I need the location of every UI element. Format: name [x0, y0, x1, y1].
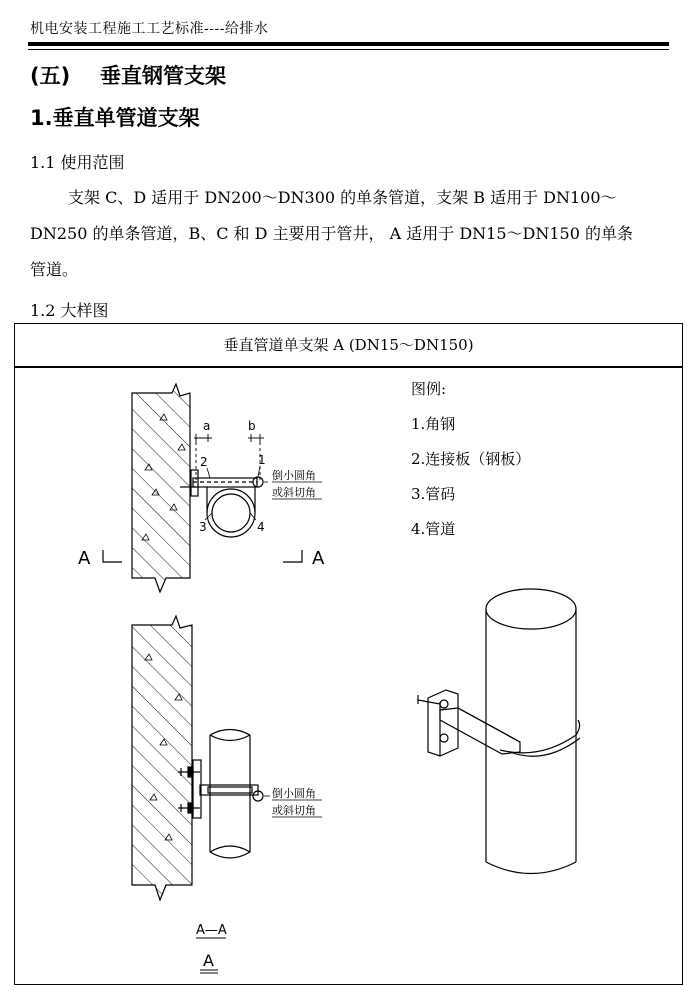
dim-b-label: b — [248, 419, 256, 433]
elevation-pipe — [208, 730, 252, 859]
section-title: 垂直钢管支架 — [100, 64, 226, 88]
elevation-note-line2: 或斜切角 — [272, 804, 316, 817]
plan-view — [78, 384, 325, 592]
subsection-1-1-title: 1.1 使用范围 — [30, 153, 125, 172]
figure-title: 垂直管道单支架 A (DN15～DN150) — [223, 336, 474, 354]
section-number: (五) — [30, 64, 71, 88]
section-mark-right: A — [312, 548, 325, 569]
callout-4: 4 — [257, 520, 265, 534]
elevation-wall — [132, 616, 192, 900]
legend-item-pipe-clamp: 3.管码 — [411, 485, 456, 503]
plan-wall — [132, 384, 190, 592]
section-label-aa: A—A — [196, 923, 227, 938]
legend-item-angle-steel: 1.角钢 — [411, 415, 456, 433]
plan-angle-steel — [180, 470, 263, 496]
section-mark-left: A — [78, 548, 91, 569]
legend-title: 图例: — [411, 380, 447, 398]
elevation-note-line1: 倒小圆角 — [272, 787, 316, 800]
isometric-view — [418, 589, 580, 874]
elevation-view — [132, 616, 322, 973]
callout-3: 3 — [199, 520, 207, 534]
document-header-title: 机电安装工程施工工艺标准----给排水 — [30, 21, 269, 37]
heading-1: 1.垂直单管道支架 — [30, 106, 200, 130]
dim-a-label: a — [203, 419, 211, 433]
legend-item-connecting-plate: 2.连接板（钢板） — [411, 450, 531, 468]
paragraph-line: DN250 的单条管道，B、C 和 D 主要用于管井， A 适用于 DN15～DN150 的单条 — [30, 224, 633, 243]
plan-pipe — [207, 487, 255, 537]
paragraph-line: 支架 C、D 适用于 DN200～DN300 的单条管道，支架 B 适用于 DN100～ — [68, 188, 617, 207]
callout-2: 2 — [200, 455, 208, 469]
paragraph-line: 管道。 — [30, 260, 79, 279]
callout-1: 1 — [258, 453, 266, 467]
plan-note-line2: 或斜切角 — [272, 486, 316, 499]
plan-note-line1: 倒小圆角 — [272, 469, 316, 482]
subsection-1-2-title: 1.2 大样图 — [30, 301, 109, 320]
legend-item-pipe: 4.管道 — [411, 520, 456, 538]
bottom-label-a: A — [203, 951, 214, 970]
